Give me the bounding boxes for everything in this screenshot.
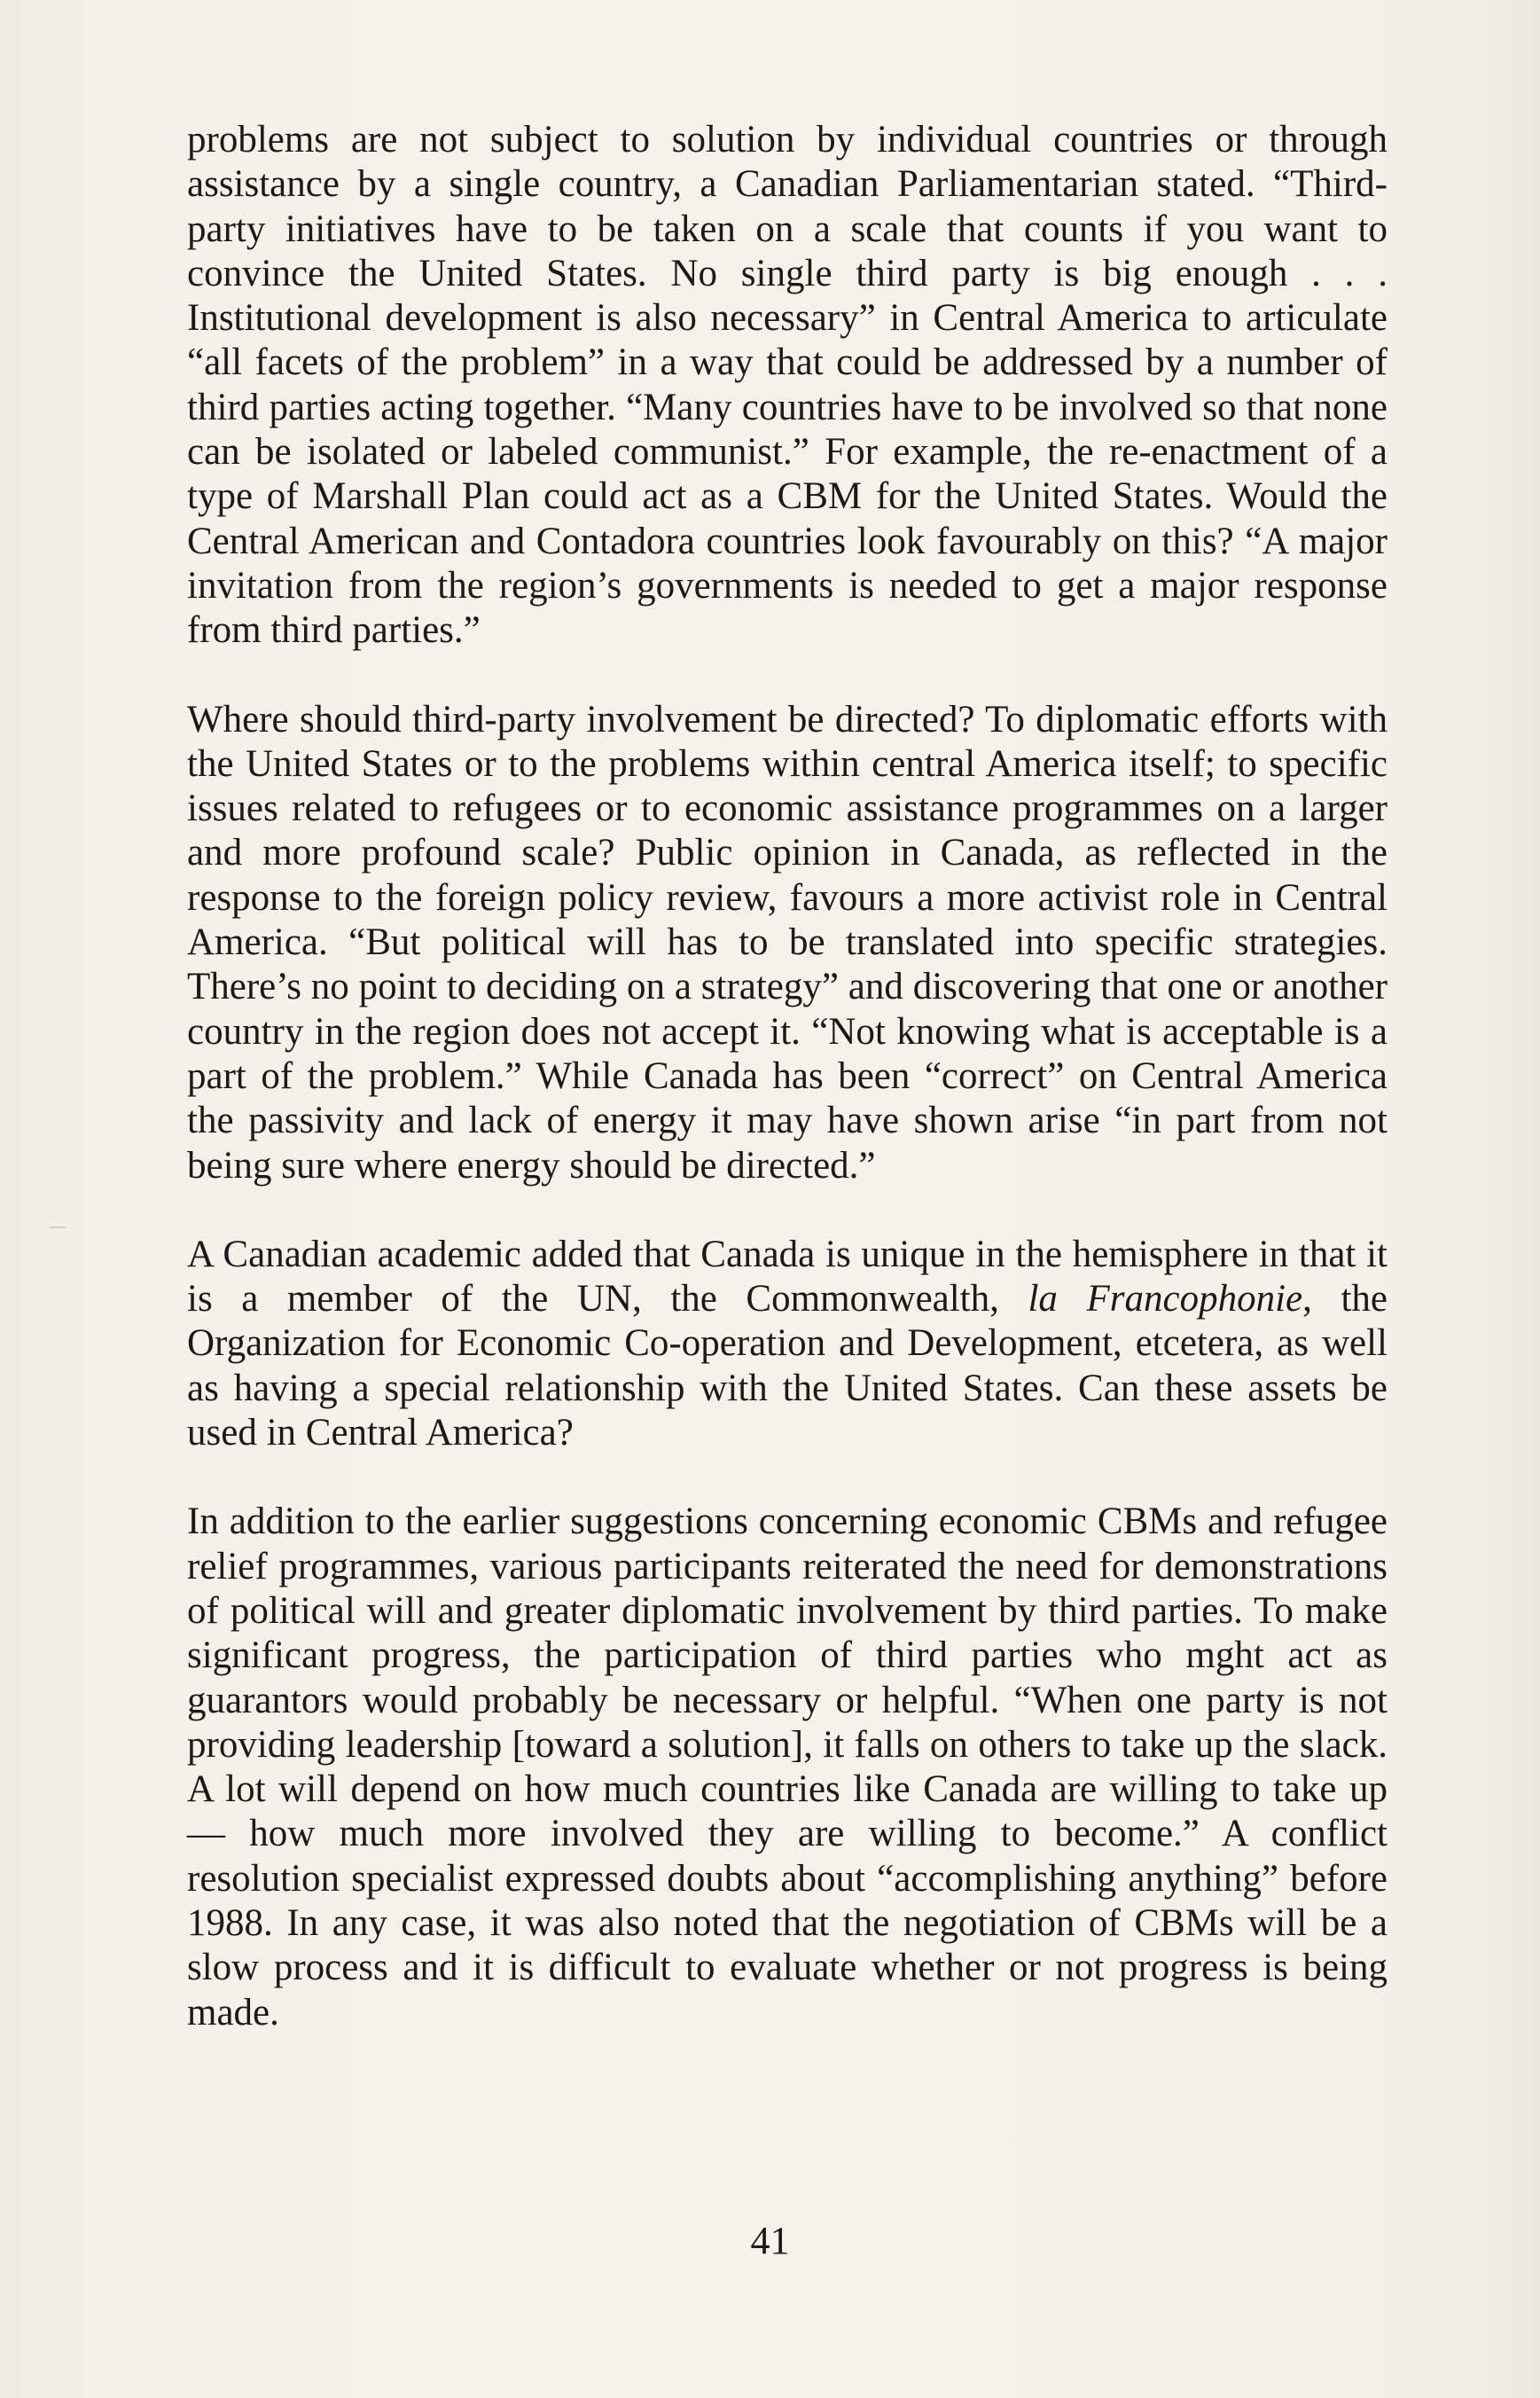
paragraph-3 <box>187 1233 1388 1455</box>
paragraph-4: In addition to the earlier suggestions concerning economic CBMs and refugee relief programmes, various participants reiterated the need for demonstrations of political will and greater diplomatic involvement by third parties. To make significant progress, the participation of third parties who mght act as guarantors would probably be necessary or helpful. “When one party is not providing leadership [toward a solution], it falls on others to take up the slack. A lot will depend on how much countries like Canada are willing to take up — how much more involved they are willing to become.” A conflict resolution specialist expressed doubts about “accomplishing anything” before 1988. In any case, it was also noted that the negotiation of CBMs will be a slow process and it is difficult to evaluate whether or not progress is being made. <box>187 1501 1388 2034</box>
paragraph-3-italic-term: la Francophonie <box>1028 1278 1303 1320</box>
body-text <box>187 118 1388 2035</box>
paragraph-3-text-after: , the Organization for Economic Co-operation and Development, etcetera, as well as having a special relationship with the United States. Can these assets be used in Central America? <box>187 1278 1388 1454</box>
paragraph-2: Where should third-party involvement be directed? To diplomatic efforts with the United States or to the problems within central America itself; to specific issues related to refugees or to economic assistance programmes on a larger and more profound scale? Public opinion in Canada, as reflected in the response to the foreign policy review, favours a more activist role in Central America. “But political will has to be translated into specific strategies. There’s no point to deciding on a strategy” and discovering that one or another country in the region does not accept it. “Not knowing what is acceptable is a part of the problem.” While Canada has been “correct” on Central America the passivity and lack of energy it may have shown arise “in part from not being sure where energy should be directed.” <box>187 698 1388 1187</box>
paragraph-3-text-before: A Canadian academic added that Canada is unique in the hemisphere in that it is a member of the UN, the Commonwealth, <box>187 1233 1388 1320</box>
paragraph-1: problems are not subject to solution by individual countries or through assistance by a single country, a Canadian Parliamentarian stated. “Third-party initiatives have to be taken on a scale that counts if you want to convince the United States. No single third party is big enough . . . Institutional development is also necessary” in Central America to articulate “all facets of the problem” in a way that could be addressed by a number of third parties acting together. “Many countries have to be involved so that none can be isolated or labeled communist.” For example, the re-enactment of a type of Marshall Plan could act as a CBM for the United States. Would the Central American and Contadora countries look favourably on this? “A major invitation from the region’s governments is needed to get a major response from third parties.” <box>187 119 1388 652</box>
margin-mark <box>50 1226 66 1228</box>
page-number: 41 <box>750 2219 790 2262</box>
